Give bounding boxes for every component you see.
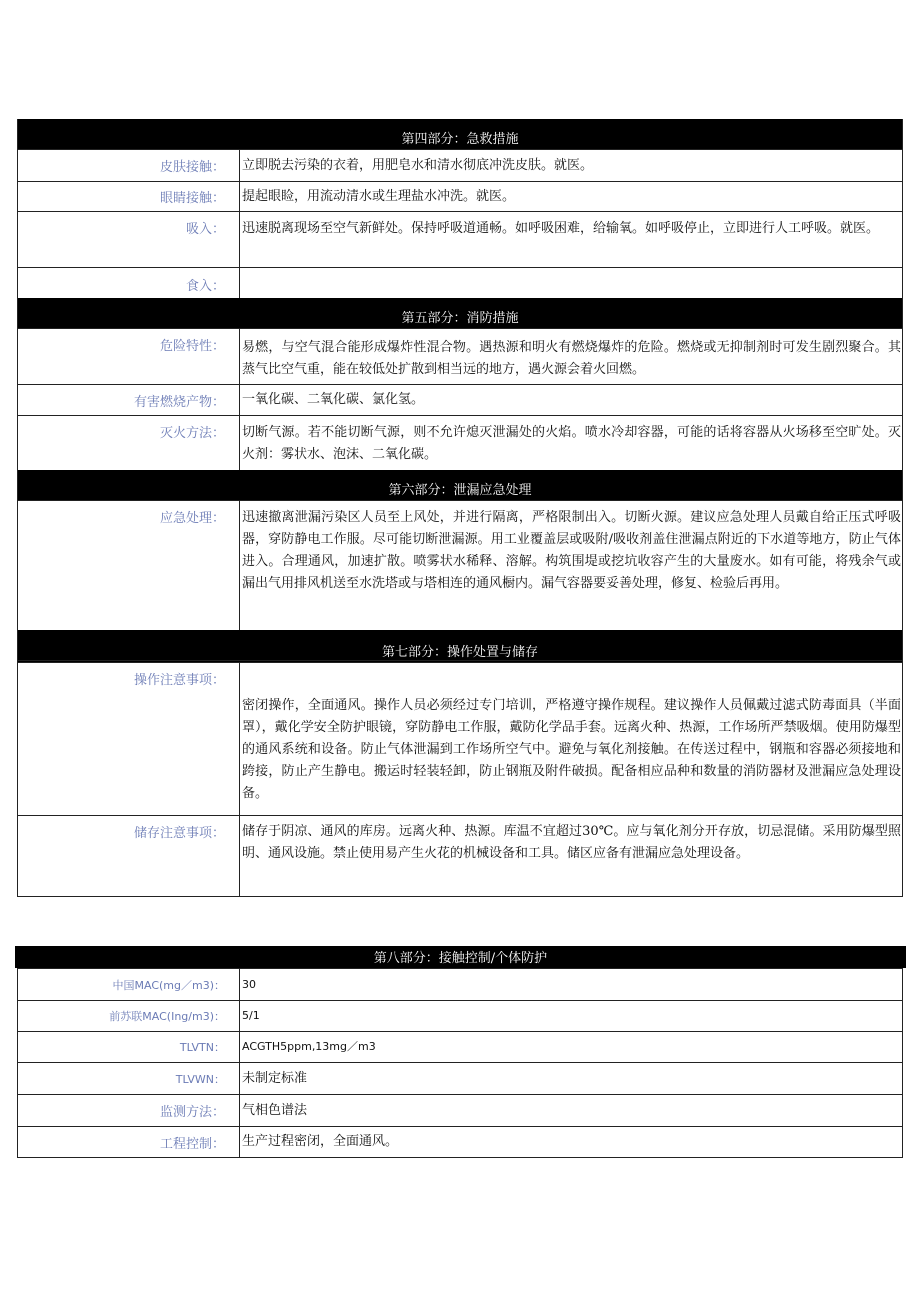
table-row	[18, 149, 902, 181]
table-row	[18, 1094, 902, 1126]
table-row	[18, 415, 902, 470]
ingestion-label: 食入：	[18, 268, 240, 298]
tlvtn-value: ACGTH5ppm,13mg／m3	[242, 1040, 376, 1053]
extinguish-method-label: 灭火方法：	[18, 416, 240, 470]
emergency-response-value: 迅速撤离泄漏污染区人员至上风处，并进行隔离，严格限制出入。切断火源。建议应急处理人员戴自给正压式呼吸器，穿防静电工作服。尽可能切断泄漏源。用工业覆盖层或吸附/吸收剂盖住泄漏点附近的下水道等地方，防止气体进入。合理通风，加速扩散。喷雾状水稀释、溶解。构筑围堤或挖坑收容产生的大量废水。如有可能，将残余气或漏出气用排风机送至水洗塔或与塔相连的通风橱内。漏气容器要妥善处理，修复、检验后再用。	[242, 510, 901, 591]
table-row	[18, 500, 902, 630]
table-row	[18, 211, 902, 267]
table-row	[18, 1000, 902, 1031]
handling-precautions-value: 密闭操作，全面通风。操作人员必须经过专门培训，严格遵守操作规程。建议操作人员佩戴过滤式防毒面具（半面罩），戴化学安全防护眼镜，穿防静电工作服，戴防化学品手套。远离火种、热源，工作场所严禁吸烟。使用防爆型的通风系统和设备。防止气体泄漏到工作场所空气中。避免与氧化剂接触。在传送过程中，钢瓶和容器必须接地和跨接，防止产生静电。搬运时轻装轻卸，防止钢瓶及附件破损。配备相应品种和数量的消防器材及泄漏应急处理设备。	[242, 698, 901, 801]
china-mac-label: 中国MAC(mg／m3)：	[18, 969, 240, 1000]
combustion-products-value: 一氧化碳、二氧化碳、氯化氢。	[242, 392, 425, 407]
table-row	[18, 1126, 902, 1158]
monitoring-method-label: 监测方法：	[18, 1095, 240, 1126]
skin-contact-label: 皮肤接触：	[18, 150, 240, 181]
table-row	[18, 1062, 902, 1094]
emergency-response-label: 应急处理：	[18, 501, 240, 630]
table-row	[18, 968, 902, 1000]
table-row	[18, 815, 902, 897]
eye-contact-label: 眼睛接触：	[18, 182, 240, 211]
extinguish-method-value: 切断气源。若不能切断气源，则不允许熄灭泄漏处的火焰。喷水冷却容器，可能的话将容器从火场移至空旷处。灭火剂：雾状水、泡沫、二氧化碳。	[242, 425, 901, 462]
inhalation-value: 迅速脱离现场至空气新鲜处。保持呼吸道通畅。如呼吸困难，给输氧。如呼吸停止，立即进行人工呼吸。就医。	[242, 221, 880, 236]
section-6-title: 第六部分：泄漏应急处理	[388, 483, 532, 498]
ussr-mac-label: 前苏联MAC(Ing/m3)：	[18, 1001, 240, 1031]
eye-contact-value: 提起眼睑，用流动清水或生理盐水冲洗。就医。	[242, 188, 516, 204]
handling-precautions-label: 操作注意事项：	[18, 663, 240, 815]
combustion-products-label: 有害燃烧产物：	[18, 385, 240, 415]
china-mac-value: 30	[242, 977, 256, 991]
table-row	[18, 1031, 902, 1062]
section-8-title: 第八部分：接触控制/个体防护	[373, 951, 548, 966]
section-5-title: 第五部分：消防措施	[401, 311, 519, 326]
section-4-header	[18, 119, 902, 149]
table-row	[18, 328, 902, 384]
hazard-property-value: 易燃，与空气混合能形成爆炸性混合物。遇热源和明火有燃烧爆炸的危险。燃烧或无抑制剂时可发生剧烈聚合。其蒸气比空气重，能在较低处扩散到相当远的地方，遇火源会着火回燃。	[242, 340, 901, 377]
skin-contact-value: 立即脱去污染的衣着，用肥皂水和清水彻底冲洗皮肤。就医。	[242, 157, 594, 173]
section-5-header	[18, 298, 902, 328]
section-4-title: 第四部分：急救措施	[401, 132, 519, 147]
section-8-header	[15, 946, 906, 968]
monitoring-method-value: 气相色谱法	[242, 1102, 308, 1118]
engineering-control-value: 生产过程密闭，全面通风。	[242, 1134, 399, 1149]
engineering-control-label: 工程控制：	[18, 1127, 240, 1157]
table-row	[18, 181, 902, 211]
ussr-mac-value: 5/1	[242, 1009, 260, 1022]
tlvwn-label: TLVWN：	[18, 1063, 240, 1094]
section-7-title: 第七部分：操作处置与储存	[381, 645, 538, 660]
table-row	[18, 384, 902, 415]
table-row	[18, 662, 902, 815]
table-row	[18, 267, 902, 298]
storage-precautions-label: 储存注意事项：	[18, 816, 240, 896]
msds-table-section-8	[17, 946, 903, 1158]
ingestion-value	[240, 268, 902, 298]
section-7-header	[18, 630, 902, 662]
tlvtn-label: TLVTN：	[18, 1032, 240, 1062]
storage-precautions-value: 储存于阴凉、通风的库房。远离火种、热源。库温不宜超过30℃。应与氧化剂分开存放，切忌混储。采用防爆型照明、通风设施。禁止使用易产生火花的机械设备和工具。储区应备有泄漏应急处理设备。	[242, 824, 901, 861]
msds-table-sections-4-7	[17, 119, 903, 897]
tlvwn-value: 未制定标准	[242, 1070, 308, 1086]
section-6-header	[18, 470, 902, 500]
hazard-property-label: 危险特性：	[18, 329, 240, 384]
inhalation-label: 吸入：	[18, 212, 240, 267]
